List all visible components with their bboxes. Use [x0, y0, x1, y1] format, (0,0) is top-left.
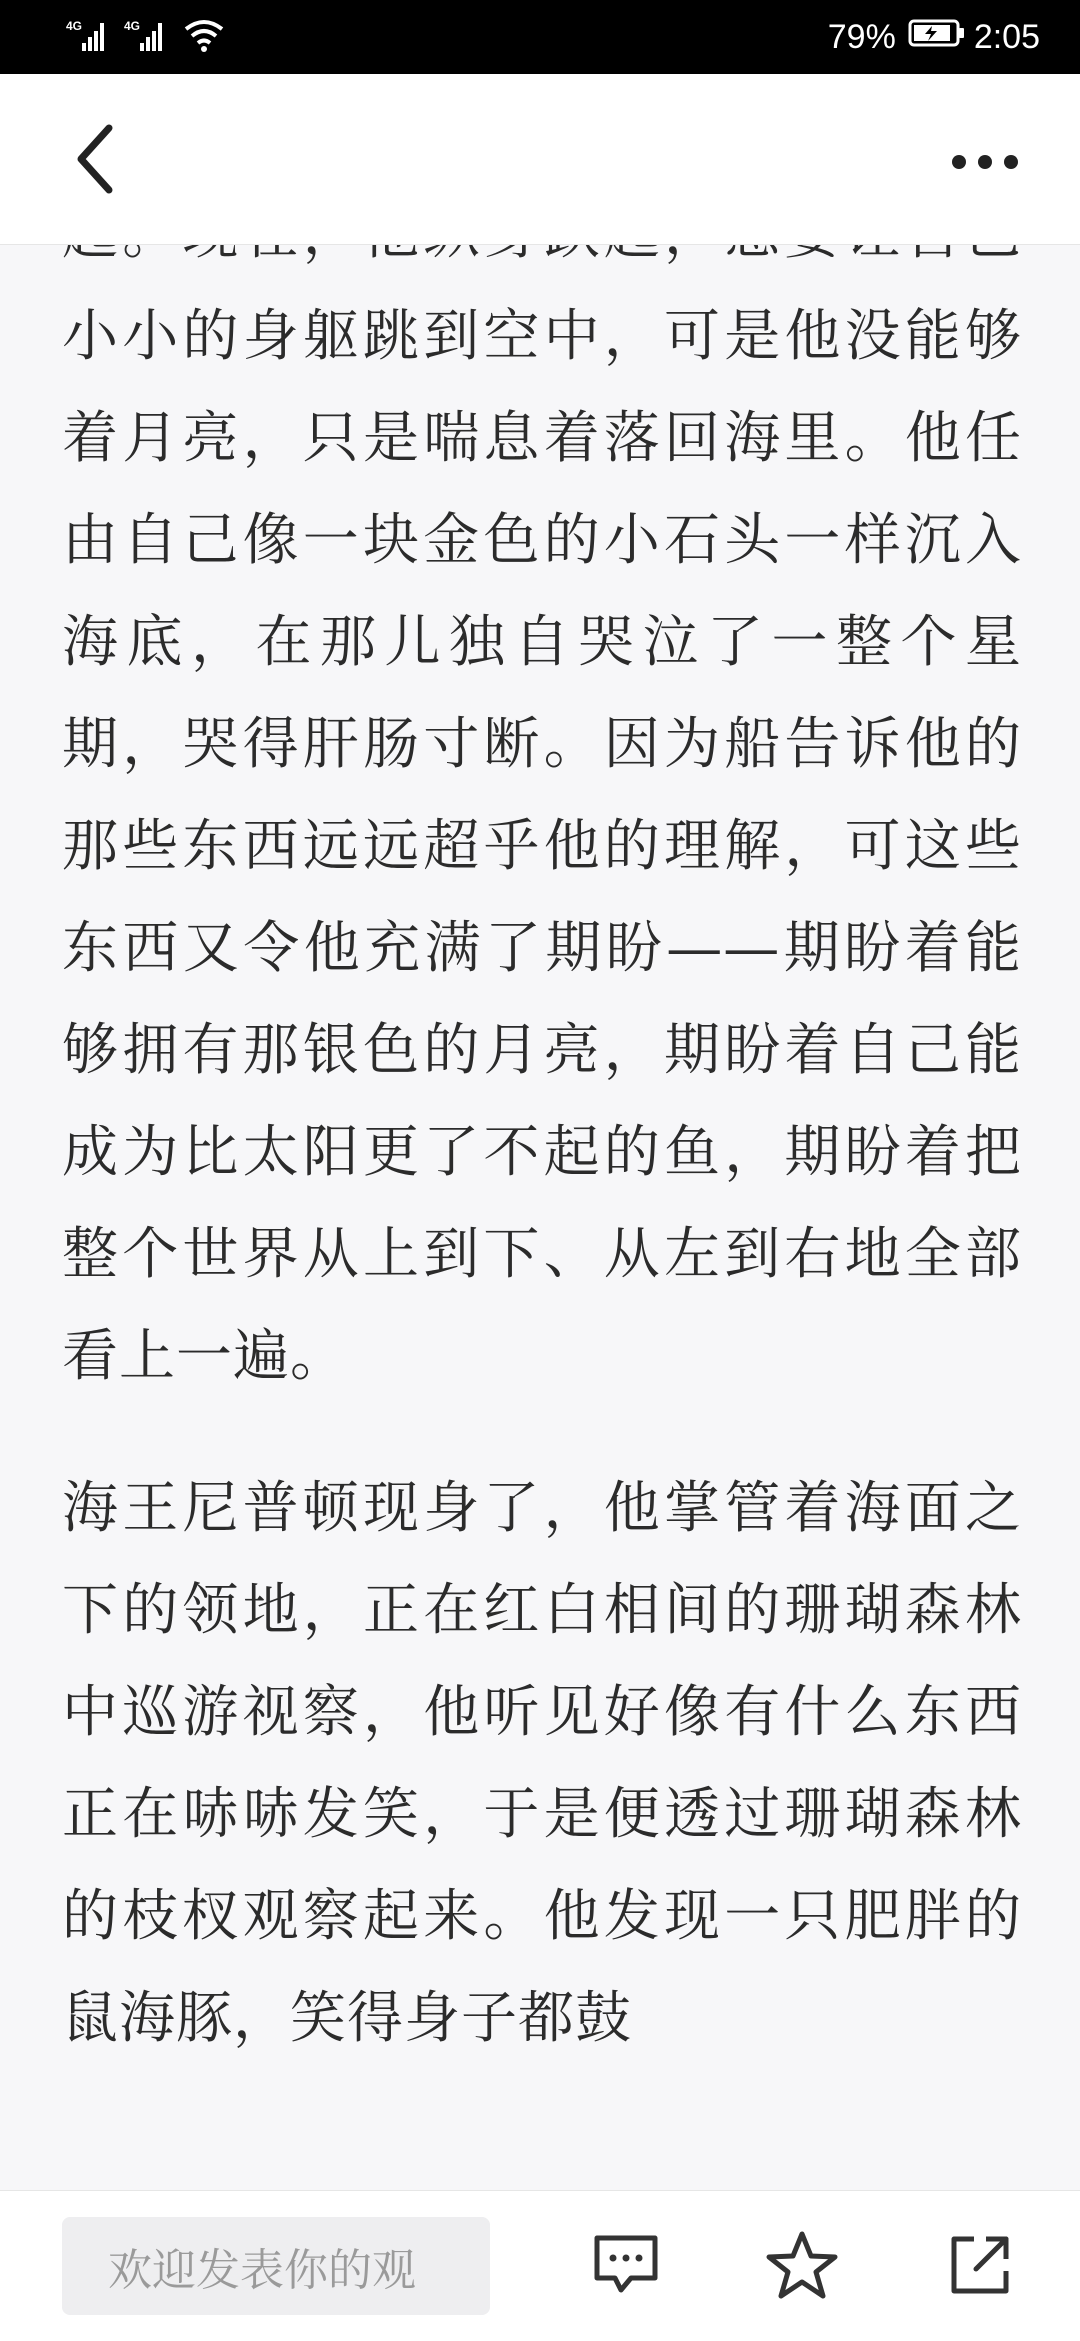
article-body	[62, 184, 1022, 2120]
battery-percent: 79%	[827, 17, 896, 56]
svg-text:4G: 4G	[124, 19, 141, 33]
chevron-left-icon	[75, 124, 115, 198]
signal-icon	[66, 17, 110, 57]
wifi-icon	[182, 17, 226, 57]
comment-button[interactable]	[586, 2227, 666, 2307]
share-icon	[946, 2231, 1014, 2303]
more-button[interactable]	[940, 134, 1030, 194]
comment-input[interactable]	[62, 2217, 490, 2315]
svg-text:4G: 4G	[66, 19, 83, 33]
more-icon	[949, 152, 1021, 176]
status-left	[66, 14, 240, 60]
status-bar	[0, 0, 1080, 74]
favorite-button[interactable]	[762, 2227, 842, 2307]
comment-icon	[591, 2232, 661, 2302]
status-right	[828, 0, 1040, 74]
share-button[interactable]	[940, 2227, 1020, 2307]
back-button[interactable]	[60, 116, 130, 206]
article-paragraph: 海王尼普顿现身了，他掌管着海面之下的领地，正在红白相间的珊瑚森林中巡游视察，他听见好像有什么东西正在哧哧发笑，于是便透过珊瑚森林的枝杈观察起来。他发现一只肥胖的鼠海豚，笑得身子都鼓	[62, 1476, 1022, 2051]
signal-icon	[124, 17, 168, 57]
bottom-bar	[0, 2190, 1080, 2341]
comment-placeholder: 欢迎发表你的观	[108, 2245, 416, 2296]
top-bar	[0, 74, 1080, 245]
clock: 2:05	[973, 17, 1040, 56]
battery-charging-icon	[908, 18, 966, 57]
article-content[interactable]	[0, 244, 1080, 2190]
star-icon	[765, 2230, 839, 2304]
article-paragraph: 小小的身躯跳到空中，可是他没能够着月亮，只是喘息着落回海里。他任由自己像一块金色的小石头一样沉入海底，在那儿独自哭泣了一整个星期，哭得肝肠寸断。因为船告诉他的那些东西远远超乎他的理解，可这些东西又令他充满了期盼——期盼着能够拥有那银色的月亮，期盼着自己能成为比太阳更了不起的鱼，期盼着把整个世界从上到下、从左到右地全部看上一遍。	[62, 304, 1022, 1389]
